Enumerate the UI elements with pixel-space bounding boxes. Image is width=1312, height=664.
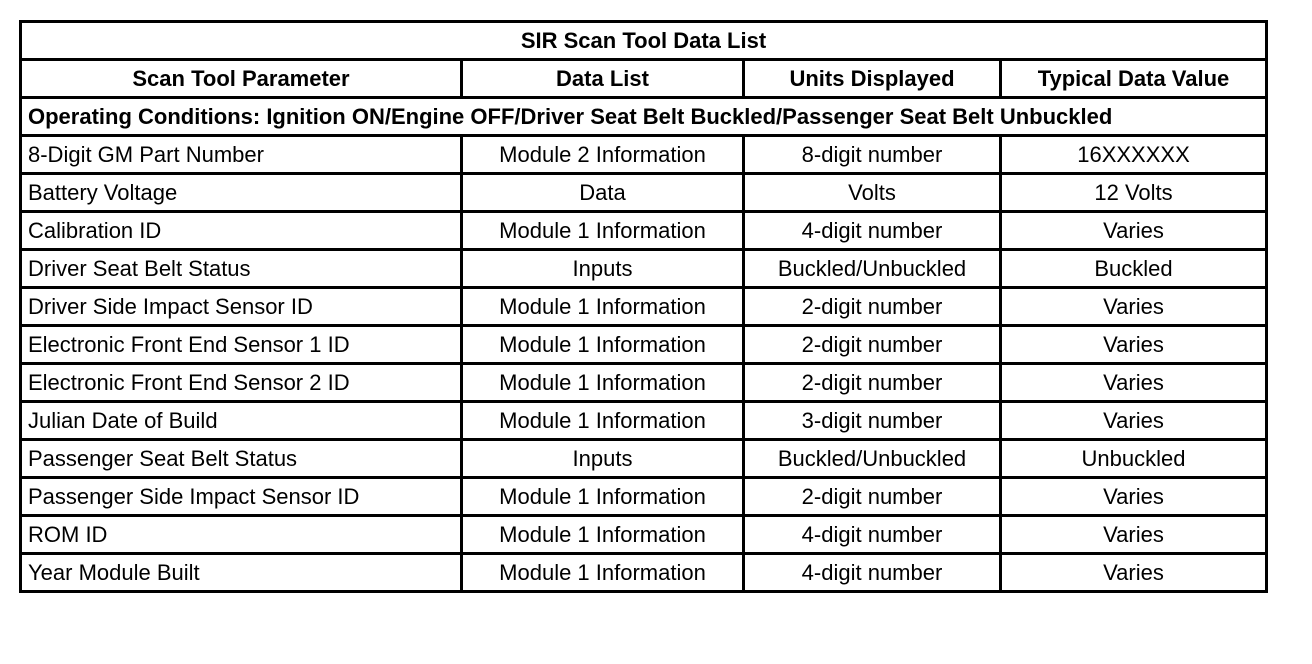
cell-typical-value: Varies <box>1001 364 1267 402</box>
header-data-list: Data List <box>462 60 744 98</box>
cell-units: 2-digit number <box>744 478 1001 516</box>
cell-units: Buckled/Unbuckled <box>744 440 1001 478</box>
cell-units: Buckled/Unbuckled <box>744 250 1001 288</box>
cell-parameter: Electronic Front End Sensor 1 ID <box>21 326 462 364</box>
cell-data-list: Module 1 Information <box>462 478 744 516</box>
cell-typical-value: Buckled <box>1001 250 1267 288</box>
cell-parameter: Battery Voltage <box>21 174 462 212</box>
table-row <box>21 288 1267 326</box>
cell-data-list: Data <box>462 174 744 212</box>
header-scan-tool-parameter: Scan Tool Parameter <box>21 60 462 98</box>
cell-typical-value: Unbuckled <box>1001 440 1267 478</box>
cell-parameter: Calibration ID <box>21 212 462 250</box>
title-row <box>21 22 1267 60</box>
cell-parameter: Julian Date of Build <box>21 402 462 440</box>
cell-units: 4-digit number <box>744 554 1001 592</box>
table-row <box>21 516 1267 554</box>
sir-data-table <box>19 20 1268 593</box>
header-typical-data-value: Typical Data Value <box>1001 60 1267 98</box>
cell-units: 2-digit number <box>744 326 1001 364</box>
cell-data-list: Module 1 Information <box>462 288 744 326</box>
cell-typical-value: Varies <box>1001 326 1267 364</box>
operating-conditions: Operating Conditions: Ignition ON/Engine OFF/Driver Seat Belt Buckled/Passenger Seat Belt Unbuckled <box>21 98 1267 136</box>
table-title: SIR Scan Tool Data List <box>21 22 1267 60</box>
cell-typical-value: Varies <box>1001 478 1267 516</box>
cell-data-list: Module 1 Information <box>462 326 744 364</box>
cell-data-list: Module 1 Information <box>462 402 744 440</box>
cell-data-list: Module 2 Information <box>462 136 744 174</box>
cell-parameter: ROM ID <box>21 516 462 554</box>
cell-data-list: Module 1 Information <box>462 364 744 402</box>
table-row <box>21 326 1267 364</box>
cell-units: Volts <box>744 174 1001 212</box>
table-row <box>21 212 1267 250</box>
cell-units: 4-digit number <box>744 516 1001 554</box>
table-row <box>21 364 1267 402</box>
table-row <box>21 136 1267 174</box>
cell-parameter: 8-Digit GM Part Number <box>21 136 462 174</box>
cell-typical-value: 16XXXXXX <box>1001 136 1267 174</box>
cell-typical-value: Varies <box>1001 554 1267 592</box>
cell-parameter: Driver Seat Belt Status <box>21 250 462 288</box>
cell-typical-value: 12 Volts <box>1001 174 1267 212</box>
cell-data-list: Inputs <box>462 440 744 478</box>
cell-units: 4-digit number <box>744 212 1001 250</box>
table-row <box>21 554 1267 592</box>
header-row <box>21 60 1267 98</box>
cell-parameter: Passenger Seat Belt Status <box>21 440 462 478</box>
cell-typical-value: Varies <box>1001 212 1267 250</box>
table-row <box>21 402 1267 440</box>
cell-units: 8-digit number <box>744 136 1001 174</box>
cell-parameter: Passenger Side Impact Sensor ID <box>21 478 462 516</box>
cell-data-list: Inputs <box>462 250 744 288</box>
cell-data-list: Module 1 Information <box>462 212 744 250</box>
cell-data-list: Module 1 Information <box>462 516 744 554</box>
cell-parameter: Year Module Built <box>21 554 462 592</box>
cell-typical-value: Varies <box>1001 516 1267 554</box>
table-row <box>21 478 1267 516</box>
conditions-row <box>21 98 1267 136</box>
cell-parameter: Electronic Front End Sensor 2 ID <box>21 364 462 402</box>
cell-units: 2-digit number <box>744 364 1001 402</box>
cell-typical-value: Varies <box>1001 402 1267 440</box>
cell-parameter: Driver Side Impact Sensor ID <box>21 288 462 326</box>
cell-data-list: Module 1 Information <box>462 554 744 592</box>
table-row <box>21 440 1267 478</box>
cell-typical-value: Varies <box>1001 288 1267 326</box>
table-row <box>21 174 1267 212</box>
table-row <box>21 250 1267 288</box>
cell-units: 2-digit number <box>744 288 1001 326</box>
cell-units: 3-digit number <box>744 402 1001 440</box>
header-units-displayed: Units Displayed <box>744 60 1001 98</box>
